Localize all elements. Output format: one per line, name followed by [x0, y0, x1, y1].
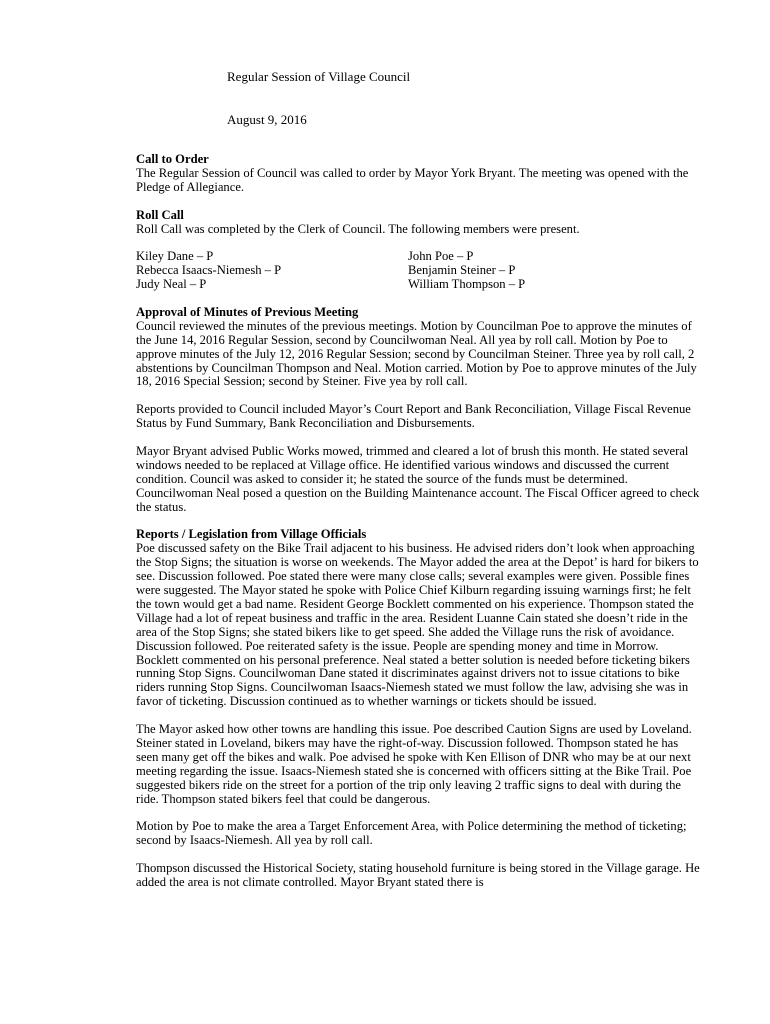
- reports-legislation-heading: Reports / Legislation from Village Officials: [136, 527, 367, 542]
- call-to-order-text: The Regular Session of Council was called to order by Mayor York Bryant. The meeting was opened with the Pledge of Allegiance.: [136, 165, 689, 194]
- member-william-thompson: William Thompson – P: [408, 277, 526, 292]
- reports-provided-paragraph: [136, 403, 702, 431]
- approval-of-minutes-heading: Approval of Minutes of Previous Meeting: [136, 304, 359, 319]
- roll-call-text: Roll Call was completed by the Clerk of Council. The following members were present.: [136, 221, 580, 236]
- motion-text: Motion by Poe to make the area a Target Enforcement Area, with Police determining the method of ticketing; second by Isaacs-Niemesh. All yea by roll call.: [136, 819, 687, 848]
- other-towns-text: The Mayor asked how other towns are handling this issue. Poe described Caution Signs are used by Loveland. Steiner stated in Loveland, bikers may have the right-of-way. Discussion followed. Thompson stated he has seen many get off the bikes and walk. Poe advised he spoke with Ken Ellison of DNR who may be at our next meeting regarding the issue. Isaacs-Niemesh stated she is concerned with officers sitting at the Bike Trail. Poe suggested bikers ride on the street for a portion of the trip only leaving 2 traffic signs to deal with during the ride. Thompson stated bikers feel that could be dangerous.: [136, 722, 692, 806]
- call-to-order-heading: Call to Order: [136, 152, 209, 166]
- reports-legislation-section: [136, 528, 702, 709]
- member-john-poe: John Poe – P: [408, 249, 474, 264]
- historical-society-paragraph: [136, 862, 702, 890]
- roll-call-heading: Roll Call: [136, 207, 184, 222]
- meeting-date: August 9, 2016: [227, 112, 307, 127]
- public-works-paragraph: [136, 445, 702, 515]
- motion-paragraph: [136, 820, 702, 848]
- reports-legislation-text: Poe discussed safety on the Bike Trail adjacent to his business. He advised riders don’t look when approaching the Stop Signs; the situation is worse on weekends. The Mayor added the area at the Depot’ is hard for bikers to see. Discussion followed. Poe stated there were many close calls; several examples were given. Possible fines were suggested. The Mayor stated he spoke with Police Chief Kilburn regarding issuing warnings first; he felt the town would get a bad name. Resident George Bocklett commented on his experience. Thompson stated the Village had a lot of repeat business and traffic in the area. Resident Luanne Cain stated she doesn’t ride in the area of the Stop Signs; she stated bikers like to get speed. She added the Village runs the risk of avoidance. Discussion followed. Poe reiterated safety is the issue. People are spending money and time in Morrow. Bocklett commented on his personal preference. Neal stated a better solution is needed before ticketing bikers running Stop Signs. Councilwoman Dane stated it discriminates against drivers not to issue citations to bike riders running Stop Signs. Councilwoman Isaacs-Niemesh stated we must follow the law, advising she was in favor of ticketing. Discussion continued as to whether warnings or tickets should be issued.: [136, 541, 699, 709]
- approval-of-minutes-section: [136, 306, 702, 389]
- member-judy-neal: Judy Neal – P: [136, 277, 207, 292]
- historical-society-text: Thompson discussed the Historical Society, stating household furniture is being stored in the Village garage. He added the area is not climate controlled. Mayor Bryant stated there is: [136, 861, 700, 889]
- roll-call-section: [136, 209, 702, 237]
- public-works-text: Mayor Bryant advised Public Works mowed, trimmed and cleared a lot of brush this month. He stated several windows needed to be replaced at Village office. He identified various windows and discussed the current condition. Council was asked to consider it; he stated the source of the funds must be determined. Councilwoman Neal posed a question on the Building Maintenance account. The Fiscal Officer agreed to check the status.: [136, 443, 700, 514]
- document-title: Regular Session of Village Council: [227, 69, 411, 84]
- call-to-order-section: [136, 153, 702, 195]
- member-rebecca-isaacs-niemesh: Rebecca Isaacs-Niemesh – P: [136, 263, 282, 278]
- document-body: [136, 153, 702, 904]
- member-benjamin-steiner: Benjamin Steiner – P: [408, 263, 516, 278]
- roll-call-members: [136, 250, 702, 292]
- approval-of-minutes-text: Council reviewed the minutes of the previous meetings. Motion by Councilman Poe to approve the minutes of the June 14, 2016 Regular Session, second by Councilwoman Neal. All yea by roll call. Motion by Poe to approve minutes of the July 12, 2016 Regular Session; second by Councilman Steiner. Three yea by roll call, 2 abstentions by Councilman Thompson and Neal. Motion carried. Motion by Poe to approve minutes of the July 18, 2016 Special Session; second by Steiner. Five yea by roll call.: [136, 318, 697, 389]
- other-towns-paragraph: [136, 723, 702, 806]
- member-kiley-dane: Kiley Dane – P: [136, 249, 214, 264]
- reports-provided-text: Reports provided to Council included Mayor’s Court Report and Bank Reconciliation, Village Fiscal Revenue Status by Fund Summary, Bank Reconciliation and Disbursements.: [136, 402, 691, 431]
